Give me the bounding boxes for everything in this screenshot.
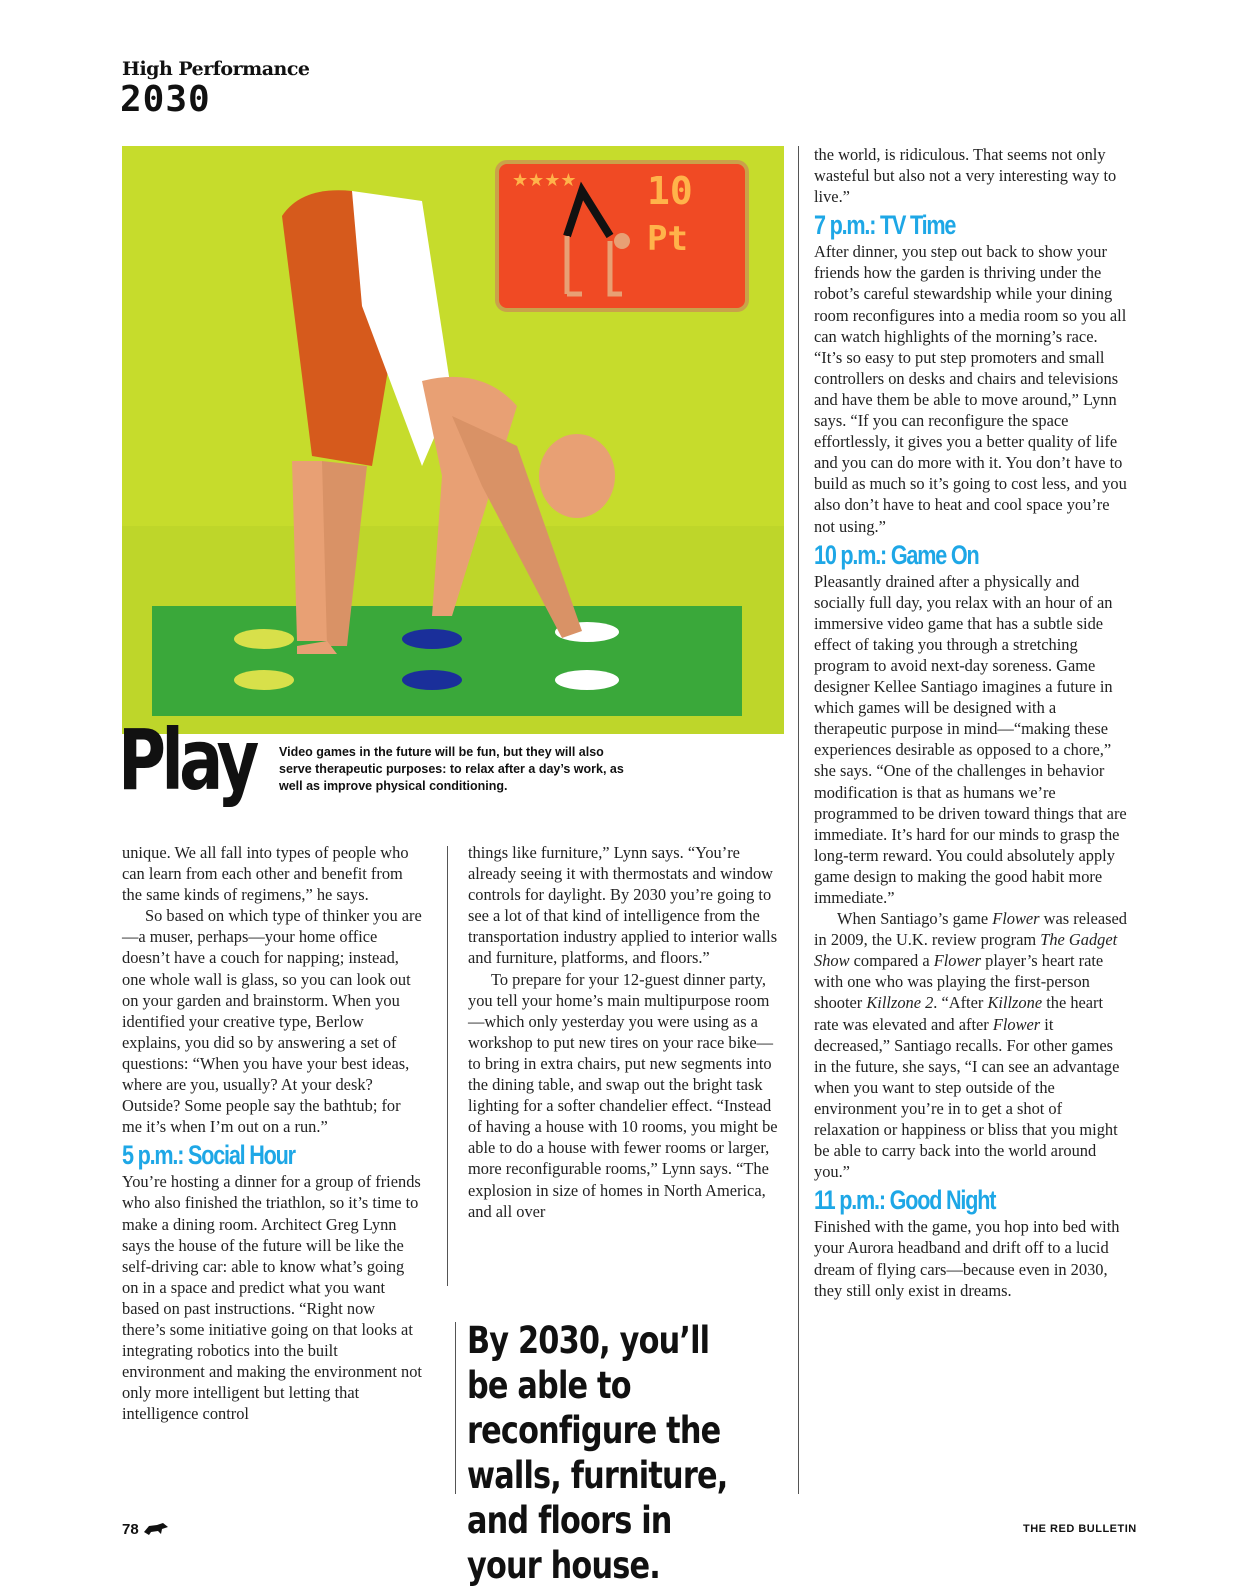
magazine-name: THE RED BULLETIN	[1023, 1523, 1137, 1535]
game-title: Killzone 2	[866, 993, 934, 1013]
text-run: player’s heart rate with one who was playing the first-person shooter	[814, 951, 1104, 1013]
column-rule	[798, 146, 799, 1494]
section-title: High Performance	[122, 58, 310, 80]
subheading-good-night: 11 p.m.: Good Night	[814, 1185, 996, 1216]
text-run: . “After	[933, 993, 988, 1013]
show-title: The Gadget Show	[814, 930, 1118, 971]
text-run: compared a	[849, 951, 934, 971]
paragraph: To prepare for your 12-guest dinner party, you tell your home’s main multipurpose room—which only yesterday you were using as a workshop to put new tires on your race bike—to bring in extra chairs, put new segments into the dining table, and swap out the bright task lighting for a softer chandelier effect. “Instead of having a house with 10 rooms, you might be able to do a house with fewer rooms or larger, more reconfigurable rooms,” Lynn says. “The explosion in size of homes in North America, and all over	[468, 969, 778, 1221]
page-number	[122, 1521, 169, 1538]
subheading-game-on: 10 p.m.: Game On	[814, 539, 979, 570]
score-value: 10	[647, 169, 693, 213]
game-title: Flower	[992, 1014, 1041, 1034]
score-stars: ★★★★	[512, 170, 577, 191]
column-rule	[447, 846, 448, 1286]
paragraph: Finished with the game, you hop into bed with your Aurora headband and drift off to a lucid dream of flying cars—because even in 2030, they still only exist in dreams.	[814, 1217, 1120, 1300]
column-2	[468, 842, 778, 1222]
page-number-text: 78	[122, 1521, 139, 1538]
text-run: was released in 2009, the U.K. review program	[814, 909, 1127, 950]
feature-caption: Video games in the future will be fun, but they will also serve therapeutic purposes: to relax after a day’s work, as well as improve physical conditioning.	[279, 745, 624, 793]
subheading-social-hour: 5 p.m.: Social Hour	[122, 1140, 295, 1171]
paragraph: things like furniture,” Lynn says. “You’re already seeing it with thermostats and window controls for daylight. By 2030 you’re going to see a lot of that kind of intelligence from the transportation industry applied to interior walls and furniture, platforms, and floors.”	[468, 843, 778, 968]
paragraph: Pleasantly drained after a physically and socially full day, you relax with an hour of an immersive video game that has a subtle side effect of taking you through a stretching program to avoid next-day soreness. Game designer Kellee Santiago imagines a future in which games will be designed with a therapeutic purpose in mind—“making these experiences desirable as opposed to a chore,” she says. “One of the challenges in behavior modification is that as humans we’re programmed to be driven toward things that are immediate. It’s hard for our minds to grasp the long-term reward. You could absolutely apply game design to making the good habit more immediate.”	[814, 571, 1127, 907]
bull-icon	[143, 1522, 169, 1536]
paragraph: You’re hosting a dinner for a group of friends who also finished the triathlon, so it’s time to make a dining room. Architect Greg Lynn says the house of the future will be like the self-driving car: able to know what’s going on in a space and predict what you want based on past instructions. “Right now there’s some initiative going on that looks at integrating robotics into the built environment and making the environment not only more intelligent but letting that intelligence control	[122, 1172, 422, 1424]
paragraph: unique. We all fall into types of people who can learn from each other and benefit from the same kinds of regimens,” he says.	[122, 843, 409, 905]
game-title: Flower	[933, 951, 982, 971]
yoga-game-illustration	[122, 146, 784, 734]
game-title: Flower	[992, 909, 1040, 929]
feature-title: Play	[118, 711, 255, 809]
paragraph: the world, is ridiculous. That seems not only wasteful but also not a very interesting way to live.”	[814, 145, 1117, 207]
paragraph: After dinner, you step out back to show your friends how the garden is thriving under the robot’s careful stewardship while your dining room reconfigures into a media room so you all can watch highlights of the morning’s race. “It’s so easy to put step promoters and small controllers on desks and chairs and televisions and have them be able to move around,” Lynn says. “If you can reconfigure the space effortlessly, it gives you a better quality of life and you can do more with it. You don’t have to build as much so it’s going to cost less, and you also don’t have to heat and cool space you’re not using.”	[814, 242, 1127, 536]
text-run: When Santiago’s game	[837, 909, 993, 929]
paragraph: So based on which type of thinker you are—a muser, perhaps—your home office doesn’t have a couch for napping; instead, one whole wall is glass, so you can look out on your garden and brainstorm. When you identified your creative type, Berlow explains, you did so by answering a set of questions: “When you have your best ideas, where are you, usually? At your desk? Outside? Some people say the bathtub; for me it’s when I’m out on a run.”	[122, 906, 422, 1137]
text-run: the heart rate was elevated and after	[814, 993, 1104, 1034]
score-unit: Pt	[647, 219, 688, 259]
column-1	[122, 842, 422, 1424]
section-year: 2030	[120, 79, 211, 120]
subheading-tv-time: 7 p.m.: TV Time	[814, 210, 956, 241]
pull-quote: By 2030, you’ll be able to reconfigure the walls, furniture, and floors in your house.	[467, 1319, 728, 1587]
game-title: Killzone	[987, 993, 1043, 1013]
text-run: it decreased,” Santiago recalls. For other games in the future, she says, “I can see an advantage when you want to step outside of the environment you’re in to get a shot of relaxation or happiness or bliss that you might be able to carry back into the world around you.”	[814, 1014, 1120, 1182]
column-3	[814, 144, 1129, 1301]
paragraph	[814, 908, 1129, 1182]
pullquote-rule	[455, 1322, 456, 1494]
